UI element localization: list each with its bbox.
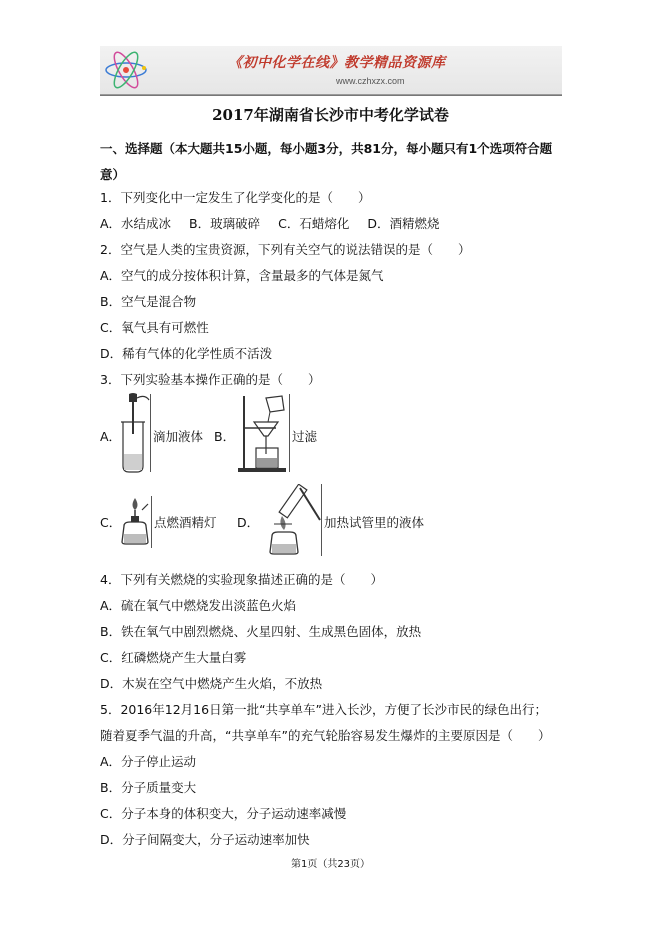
q3-option-a-text: 滴加液体 bbox=[153, 429, 204, 444]
q3-option-d-letter: D． bbox=[237, 515, 260, 530]
banner-title: 《初中化学在线》教学精品资源库 bbox=[228, 55, 446, 71]
q1-stem: 1．下列变化中一定发生了化学变化的是（ ） bbox=[100, 190, 371, 205]
section-heading: 一、选择题（本大题共15小题，每小题3分，共81分，每小题只有1个选项符合题意） bbox=[100, 141, 553, 182]
filtration-setup-icon bbox=[236, 392, 290, 474]
q3-option-a-divider bbox=[150, 394, 151, 472]
atom-logo-icon bbox=[102, 48, 150, 92]
q4-option-b: B．铁在氧气中剧烈燃烧、火星四射、生成黑色固体，放热 bbox=[100, 624, 422, 639]
q1-option-a: A．水结成冰 bbox=[100, 216, 172, 231]
banner-url[interactable]: www.czhxzx.com bbox=[336, 76, 405, 86]
q5-option-d: D．分子间隔变大，分子运动速率加快 bbox=[100, 832, 310, 847]
q4-stem: 4．下列有关燃烧的实验现象描述正确的是（ ） bbox=[100, 572, 383, 587]
q1-option-c: C．石蜡熔化 bbox=[278, 216, 350, 231]
q5-option-c: C．分子本身的体积变大，分子运动速率减慢 bbox=[100, 806, 347, 821]
q3-option-d-divider bbox=[321, 484, 322, 556]
q4-option-c: C．红磷燃烧产生大量白雾 bbox=[100, 650, 247, 665]
q3-option-b-divider bbox=[289, 394, 290, 472]
header-banner bbox=[100, 46, 562, 95]
q2-option-c: C．氧气具有可燃性 bbox=[100, 320, 209, 335]
dropper-test-tube-icon bbox=[115, 392, 151, 474]
alcohol-lamp-icon bbox=[118, 496, 152, 548]
q2-option-d: D．稀有气体的化学性质不活泼 bbox=[100, 346, 273, 361]
q3-option-c-divider bbox=[151, 496, 152, 548]
q5-stem-line2: 随着夏季气温的升高，“共享单车”的充气轮胎容易发生爆炸的主要原因是（ ） bbox=[100, 728, 551, 743]
q5-option-a: A．分子停止运动 bbox=[100, 754, 197, 769]
q3-option-b-letter: B． bbox=[214, 429, 236, 444]
page-title: 2017年湖南省长沙市中考化学试卷 bbox=[212, 106, 449, 124]
q4-option-a: A．硫在氧气中燃烧发出淡蓝色火焰 bbox=[100, 598, 297, 613]
q3-option-b-text: 过滤 bbox=[292, 429, 318, 444]
q3-option-c-text: 点燃酒精灯 bbox=[154, 515, 217, 530]
q3-option-a-letter: A． bbox=[100, 429, 122, 444]
q2-option-b: B．空气是混合物 bbox=[100, 294, 197, 309]
q3-option-d-text: 加热试管里的液体 bbox=[324, 515, 425, 530]
q2-stem: 2．空气是人类的宝贵资源，下列有关空气的说法错误的是（ ） bbox=[100, 242, 471, 257]
q4-option-d: D．木炭在空气中燃烧产生火焰，不放热 bbox=[100, 676, 323, 691]
heating-test-tube-icon bbox=[262, 484, 322, 556]
q5-stem-line1: 5．2016年12月16日第一批“共享单车”进入长沙，方便了长沙市民的绿色出行； bbox=[100, 702, 548, 717]
q2-option-a: A．空气的成分按体积计算，含量最多的气体是氮气 bbox=[100, 268, 384, 283]
q3-option-c-letter: C． bbox=[100, 515, 122, 530]
q3-stem: 3．下列实验基本操作正确的是（ ） bbox=[100, 372, 321, 387]
header-divider bbox=[100, 95, 562, 96]
q1-option-b: B．玻璃破碎 bbox=[189, 216, 261, 231]
page-footer: 第1页（共23页） bbox=[290, 859, 371, 870]
q5-option-b: B．分子质量变大 bbox=[100, 780, 197, 795]
q1-options bbox=[100, 214, 439, 232]
q1-option-d: D．酒精燃烧 bbox=[367, 216, 440, 231]
